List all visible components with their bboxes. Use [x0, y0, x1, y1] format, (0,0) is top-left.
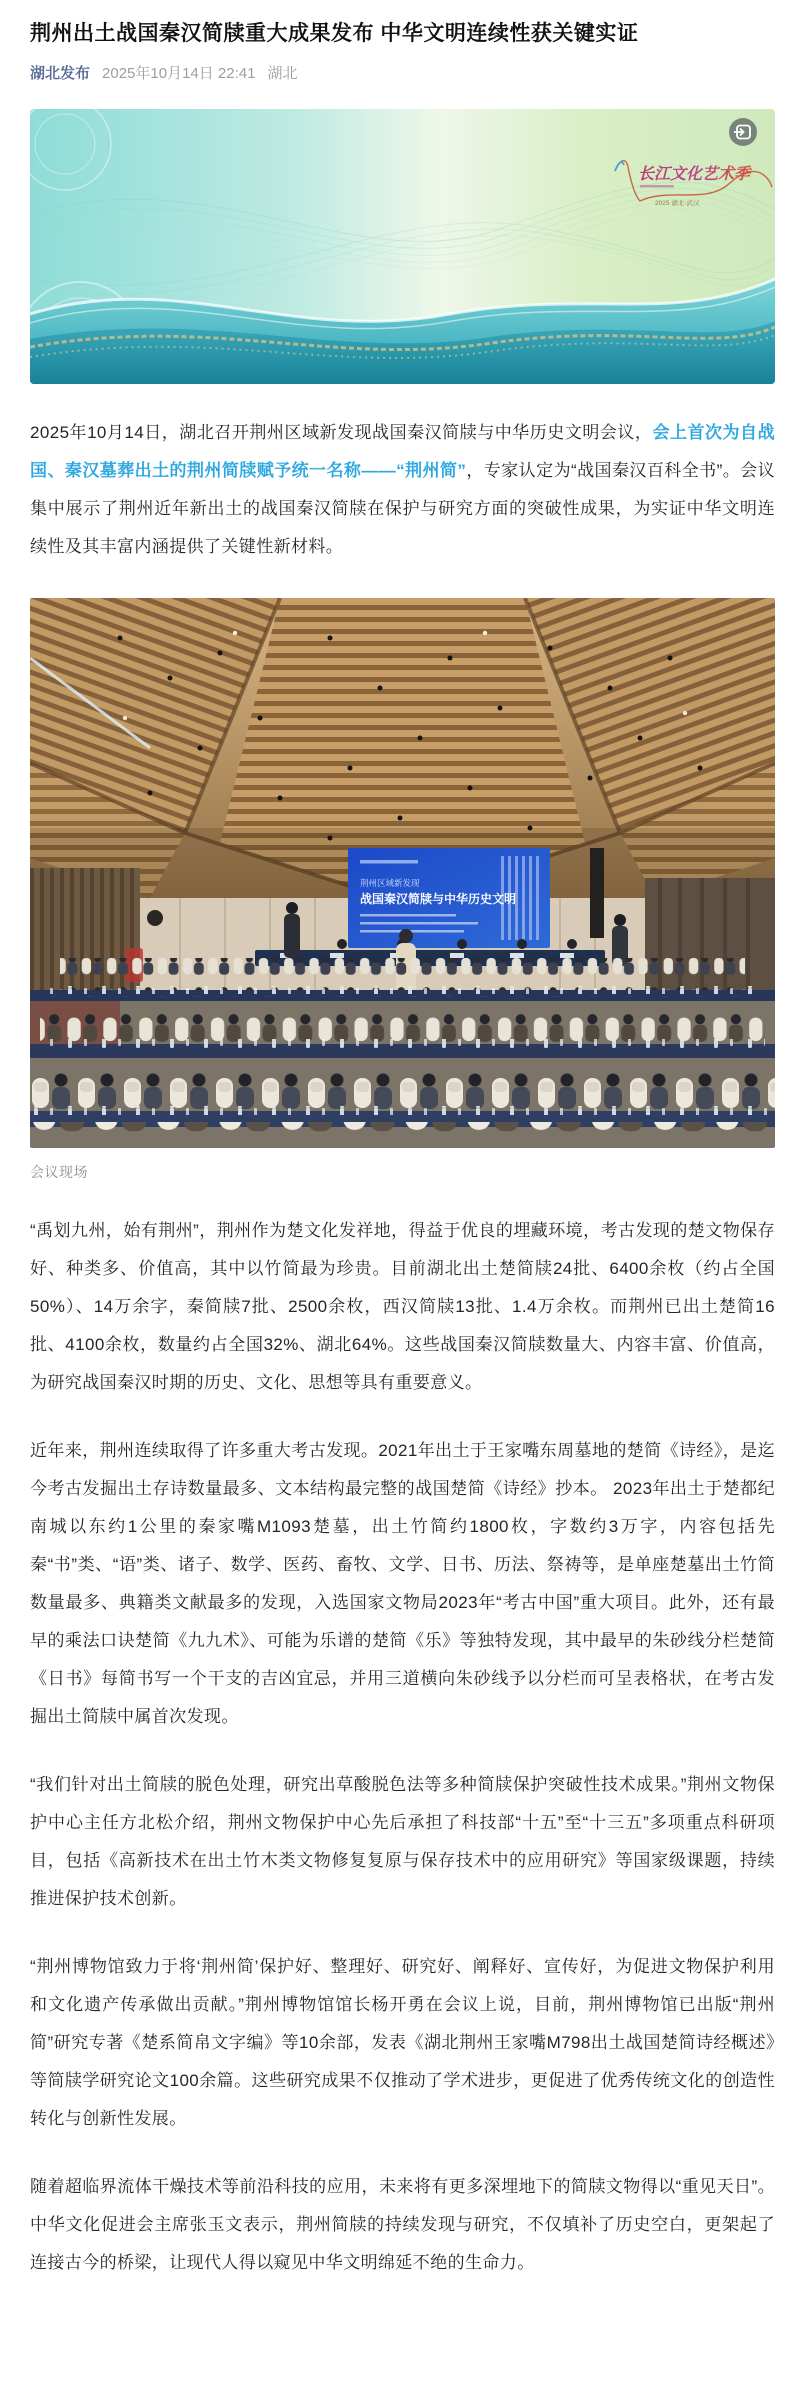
photo-caption: 会议现场	[30, 1163, 88, 1180]
page-title: 荆州出土战国秦汉简牍重大成果发布 中华文明连续性获关键实证	[30, 22, 639, 45]
paragraph-1-post: ，专家认定为“战国秦汉百科全书”。会议集中展示了荆州近年新出土的战国秦汉简牍在保护与研究方面的突破性成果，为实证中华文明连续性及其丰富内涵提供了关键性新材料。	[30, 460, 776, 556]
paragraph-5: “荆州博物馆致力于将‘荆州简’保护好、整理好、研究好、阐释好、宣传好，为促进文物保护利用和文化遗产传承做出贡献。”荆州博物馆馆长杨开勇在会议上说，目前，荆州博物馆已出版“荆州简”研究专著《楚系简帛文字编》等10余部，发表《湖北荆州王家嘴M798出土战国楚简诗经概述》等简牍学研究论文100余篇。这些研究成果不仅推动了学术进步，更促进了优秀传统文化的创造性转化与创新性发展。	[30, 1956, 775, 2128]
screen-subtitle: 荆州区域新发现	[360, 877, 420, 888]
paragraph-2: “禹划九州，始有荆州”，荆州作为楚文化发祥地，得益于优良的埋藏环境，考古发现的楚文物保存好、种类多、价值高，其中以竹简最为珍贵。目前湖北出土楚简牍24批、6400余枚（约占全国50%）、14万余字，秦简牍7批、2500余枚，西汉简牍13批、1.4万余枚。而荆州已出土楚简16批、4100余枚，数量约占全国32%、湖北64%。这些战国秦汉简牍数量大、内容丰富、价值高，为研究战国秦汉时期的历史、文化、思想等具有重要意义。	[30, 1220, 775, 1392]
conference-photo[interactable]	[30, 598, 775, 1148]
paragraph-4: “我们针对出土简牍的脱色处理，研究出草酸脱色法等多种简牍保护突破性技术成果。”荆州文物保护中心主任方北松介绍，荆州文物保护中心先后承担了科技部“十五”至“十三五”多项重点科研项目，包括《高新技术在出土竹木类文物修复复原与保存技术中的应用研究》等国家级课题，持续推进保护技术创新。	[30, 1774, 775, 1908]
paragraph-1-highlight: 会上首次为自战国、秦汉墓葬出土的荆州简牍赋予统一名称——“荆州简”	[30, 422, 775, 480]
paragraph-3: 近年来，荆州连续取得了许多重大考古发现。2021年出土于王家嘴东周墓地的楚简《诗经》，是迄今考古发掘出土存诗数量最多、文本结构最完整的战国楚简《诗经》抄本。 2023年出土于楚都纪南城以东约1公里的秦家嘴M1093楚墓，出土竹简约1800枚，字数约3万字，内容包括先秦“书”类、“语”类、诸子、数学、医药、畜牧、文学、日书、历法、祭祷等，是单座楚墓出土竹简数量最多、典籍类文献最多的发现，入选国家文物局2023年“考古中国”重大项目。此外，还有最早的乘法口诀楚简《九九术》、可能为乐谱的楚简《乐》等独特发现，其中最早的朱砂线分栏楚简《日书》每简书写一个干支的吉凶宜忌，并用三道横向朱砂线予以分栏而可呈表格状，在考古发掘出土简牍中属首次发现。	[30, 1440, 775, 1726]
festival-logo-yearline: 2025 湖北·武汉	[655, 199, 700, 207]
festival-logo-title: 长江文化艺术季	[638, 165, 751, 183]
publish-location: 湖北	[267, 64, 298, 82]
article-meta	[30, 62, 775, 83]
screen-title: 战国秦汉简牍与中华历史文明	[360, 891, 517, 906]
paragraph-1-pre: 2025年10月14日，湖北召开荆州区域新发现战国秦汉简牍与中华历史文明会议，	[30, 422, 653, 442]
paragraph-1	[30, 414, 775, 566]
source-link[interactable]: 湖北发布	[30, 64, 91, 82]
audience	[30, 958, 775, 1148]
paragraph-6: 随着超临界流体干燥技术等前沿科技的应用，未来将有更多深埋地下的简牍文物得以“重见天日”。中华文化促进会主席张玉文表示，荆州简牍的持续发现与研究，不仅填补了历史空白，更架起了连接古今的桥梁，让现代人得以窥见中华文明绵延不绝的生命力。	[30, 2176, 775, 2272]
conference-photo-figure	[30, 598, 775, 1182]
banner-image[interactable]	[30, 109, 775, 384]
publish-date: 2025年10月14日 22:41	[102, 64, 256, 82]
article-page	[30, 18, 775, 2282]
expand-button[interactable]	[729, 118, 757, 146]
projection-screen	[348, 848, 550, 948]
speaker-column	[590, 848, 604, 938]
